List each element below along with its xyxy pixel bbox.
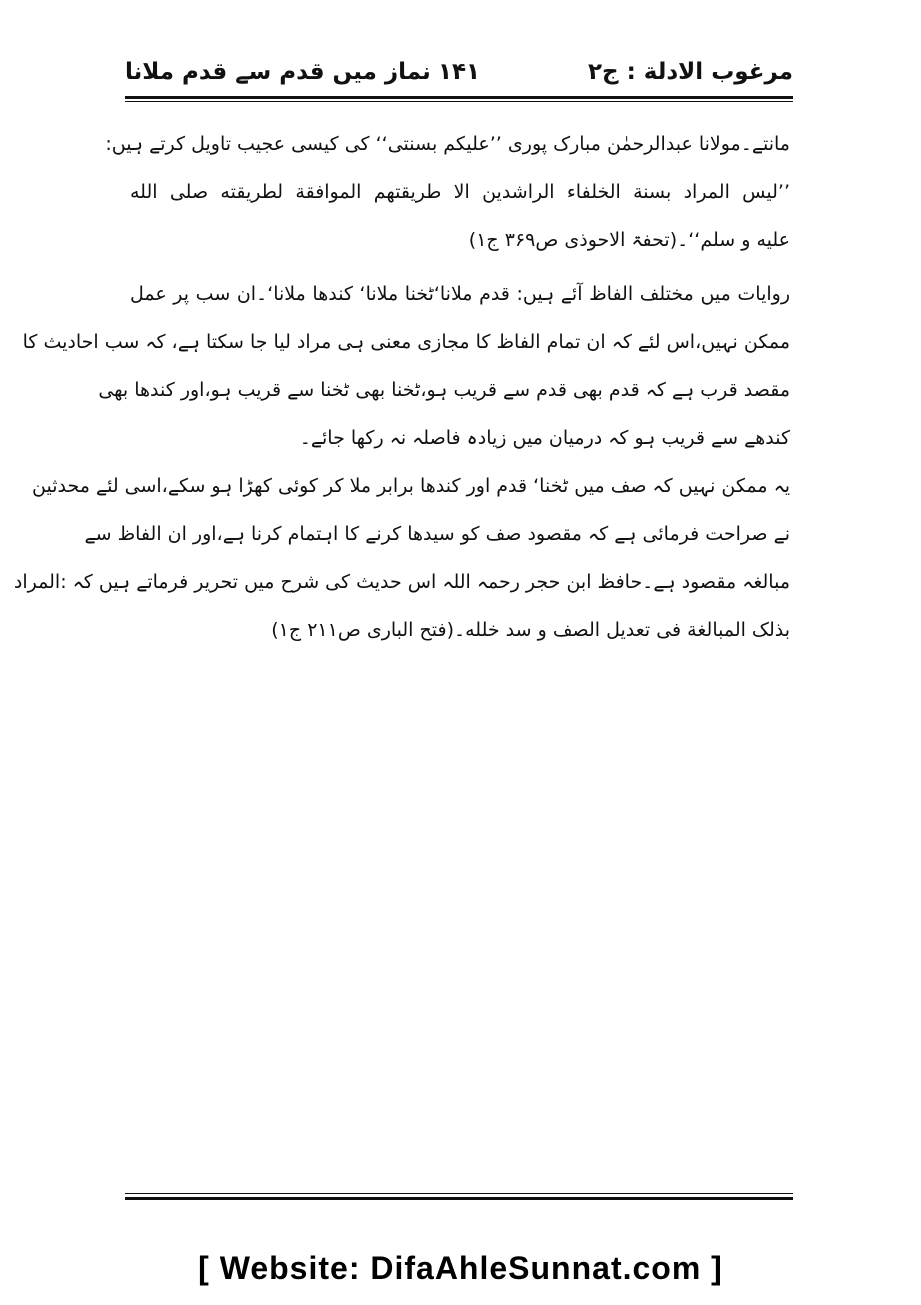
arabic-quote (130, 168, 790, 264)
footer-divider-thick (125, 1197, 793, 1200)
page-header (125, 52, 793, 92)
text-line: بذلک المبالغة فی تعدیل الصف و سد خلله۔(فتح الباری ص۲۱۱ ج۱) (271, 619, 790, 641)
text-line: مقصد قرب ہے کہ قدم بھی قدم سے قریب ہو،ٹخنا بھی ٹخنا سے قریب ہو،اور کندھا بھی (98, 379, 790, 401)
text-line: ممکن نہیں،اس لئے کہ ان تمام الفاظ کا مجازی معنی ہی مراد لیا جا سکتا ہے، کہ سب احادیث کا (22, 331, 790, 353)
chapter-title: نماز میں قدم سے قدم ملانا (125, 59, 431, 85)
text-line: علیه و سلم‘‘۔(تحفۃ الاحوذی ص۳۶۹ ج۱) (468, 229, 790, 251)
footer-divider-thin (125, 1193, 793, 1194)
header-divider-thick (125, 96, 793, 99)
text-line: مانتے۔مولانا عبدالرحمٰن مبارک پوری ’’علیکم بسنتی‘‘ کی کیسی عجیب تاویل کرتے ہیں: (105, 133, 790, 155)
text-line: ’’لیس المراد بسنة الخلفاء الراشدین الا طریقتهم الموافقة لطریقته صلی الله (130, 181, 790, 203)
text-line: روایات میں مختلف الفاظ آئے ہیں: قدم ملانا‘ٹخنا ملانا‘ کندھا ملانا‘۔ان سب پر عمل (130, 283, 790, 305)
website-footer: [ Website: DifaAhleSunnat.com ] (198, 1250, 723, 1286)
page-body (13, 120, 790, 654)
text-line: یہ ممکن نہیں کہ صف میں ٹخنا‘ قدم اور کندھا برابر ملا کر کوئی کھڑا ہو سکے،اسی لئے محدثین (32, 475, 790, 497)
text-line: نے صراحت فرمائی ہے کہ مقصود صف کو سیدھا کرنے کا اہتمام کرنا ہے،اور ان الفاظ سے (84, 523, 790, 545)
paragraph-2 (22, 270, 790, 462)
text-line: مبالغہ مقصود ہے۔حافظ ابن حجر رحمہ اللہ اس حدیث کی شرح میں تحریر فرماتے ہیں کہ :المراد (13, 571, 790, 593)
header-divider-thin (125, 101, 793, 102)
page-number: ۱۴۱ (437, 59, 481, 85)
paragraph-1 (105, 120, 790, 168)
paragraph-3 (13, 462, 790, 654)
book-title: مرغوب الادلة : ج۲ (587, 59, 793, 85)
text-line: کندھے سے قریب ہو کہ درمیان میں زیادہ فاصلہ نہ رکھا جائے۔ (299, 427, 790, 449)
